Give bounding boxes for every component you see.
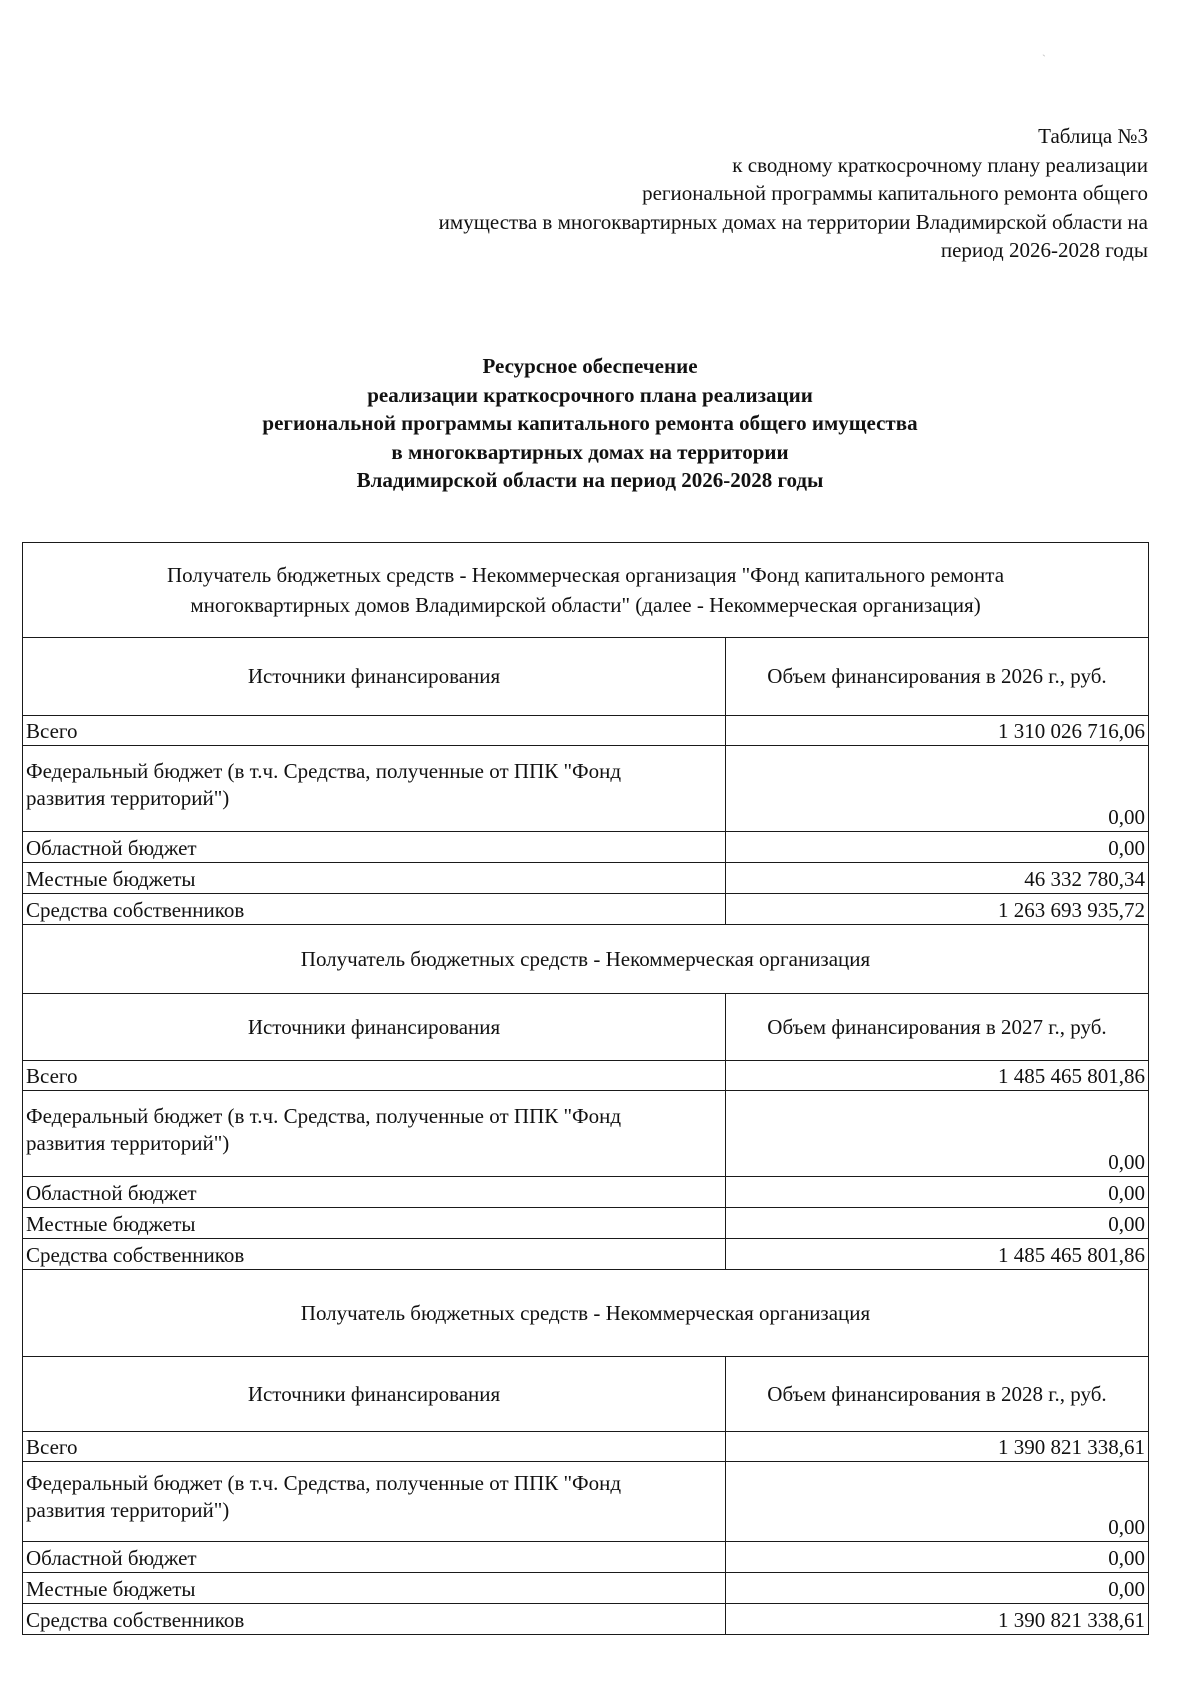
row-label: Местные бюджеты (23, 1208, 726, 1239)
row-value: 0,00 (726, 1208, 1149, 1239)
title-line: региональной программы капитального ремонта общего имущества (262, 411, 918, 435)
caption-line: период 2026-2028 годы (940, 238, 1148, 262)
table-row (23, 1239, 1149, 1270)
row-value: 0,00 (726, 1091, 1149, 1177)
row-value: 0,00 (726, 746, 1149, 832)
row-label: Областной бюджет (23, 1542, 726, 1573)
table-row (23, 1177, 1149, 1208)
row-label: Областной бюджет (23, 1177, 726, 1208)
row-value: 1 390 821 338,61 (726, 1604, 1149, 1635)
row-label: Всего (23, 1432, 726, 1462)
table-row (23, 863, 1149, 894)
row-label-line: Федеральный бюджет (в т.ч. Средства, полученные от ППК "Фонд (26, 1471, 622, 1495)
table-row (23, 1208, 1149, 1239)
row-label: Местные бюджеты (23, 1573, 726, 1604)
header-volume: Объем финансирования в 2028 г., руб. (726, 1357, 1149, 1432)
row-label: Средства собственников (23, 1604, 726, 1635)
row-label (23, 1091, 726, 1177)
header-source: Источники финансирования (23, 638, 726, 716)
header-source: Источники финансирования (23, 994, 726, 1061)
recipient-text: многоквартирных домов Владимирской области" (далее - Некоммерческая организация) (190, 593, 981, 617)
row-label: Областной бюджет (23, 832, 726, 863)
row-value: 1 485 465 801,86 (726, 1061, 1149, 1091)
header-row (23, 994, 1149, 1061)
document-title (0, 352, 1180, 495)
header-source: Источники финансирования (23, 1357, 726, 1432)
header-volume: Объем финансирования в 2027 г., руб. (726, 994, 1149, 1061)
header-row (23, 1357, 1149, 1432)
table-row (23, 716, 1149, 746)
row-value: 1 310 026 716,06 (726, 716, 1149, 746)
recipient-text: Получатель бюджетных средств - Некоммерческая организация "Фонд капитального ремонта (166, 563, 1005, 587)
row-label-line: Федеральный бюджет (в т.ч. Средства, полученные от ППК "Фонд (26, 759, 622, 783)
caption-line: имущества в многоквартирных домах на территории Владимирской области на (438, 209, 1148, 234)
row-value: 1 390 821 338,61 (726, 1432, 1149, 1462)
table-row (23, 1061, 1149, 1091)
row-value: 1 263 693 935,72 (726, 894, 1149, 925)
row-label (23, 1462, 726, 1542)
table-row (23, 1542, 1149, 1573)
row-label-line: развития территорий") (26, 1498, 230, 1522)
title-line: реализации краткосрочного плана реализации (367, 382, 813, 407)
title-line: Владимирской области на период 2026-2028 годы (356, 468, 824, 492)
recipient-text: Получатель бюджетных средств - Некоммерческая организация (300, 1301, 871, 1325)
row-label-line: развития территорий") (26, 786, 230, 810)
table-row (23, 1604, 1149, 1635)
recipient-row (23, 1270, 1149, 1357)
recipient-text: Получатель бюджетных средств - Некоммерческая организация (300, 947, 871, 971)
row-label (23, 746, 726, 832)
scan-speck: ˋ (1042, 52, 1046, 66)
title-line: в многоквартирных домах на территории (391, 439, 789, 464)
table-row (23, 894, 1149, 925)
caption-line: региональной программы капитального ремонта общего (642, 181, 1148, 205)
row-value: 0,00 (726, 832, 1149, 863)
recipient-row (23, 925, 1149, 994)
row-value: 0,00 (726, 1177, 1149, 1208)
table-row (23, 746, 1149, 832)
table-row (23, 832, 1149, 863)
row-label: Всего (23, 1061, 726, 1091)
table-row (23, 1462, 1149, 1542)
table-row (23, 1432, 1149, 1462)
header-row (23, 638, 1149, 716)
row-label-line: Федеральный бюджет (в т.ч. Средства, полученные от ППК "Фонд (26, 1104, 622, 1128)
table-row (23, 1573, 1149, 1604)
row-value: 0,00 (726, 1573, 1149, 1604)
row-label: Средства собственников (23, 1239, 726, 1270)
recipient-cell (23, 1270, 1149, 1357)
header-volume: Объем финансирования в 2026 г., руб. (726, 638, 1149, 716)
resource-table (22, 542, 1149, 1635)
table-caption (328, 122, 1148, 265)
row-value: 0,00 (726, 1462, 1149, 1542)
recipient-cell (23, 543, 1149, 638)
row-label: Всего (23, 716, 726, 746)
title-line: Ресурсное обеспечение (482, 354, 698, 378)
row-value: 1 485 465 801,86 (726, 1239, 1149, 1270)
recipient-cell (23, 925, 1149, 994)
row-value: 46 332 780,34 (726, 863, 1149, 894)
row-label: Средства собственников (23, 894, 726, 925)
caption-line: Таблица №3 (1038, 124, 1148, 148)
row-label-line: развития территорий") (26, 1131, 230, 1155)
row-label: Местные бюджеты (23, 863, 726, 894)
recipient-row (23, 543, 1149, 638)
table-row (23, 1091, 1149, 1177)
caption-line: к сводному краткосрочному плану реализации (732, 152, 1148, 177)
row-value: 0,00 (726, 1542, 1149, 1573)
